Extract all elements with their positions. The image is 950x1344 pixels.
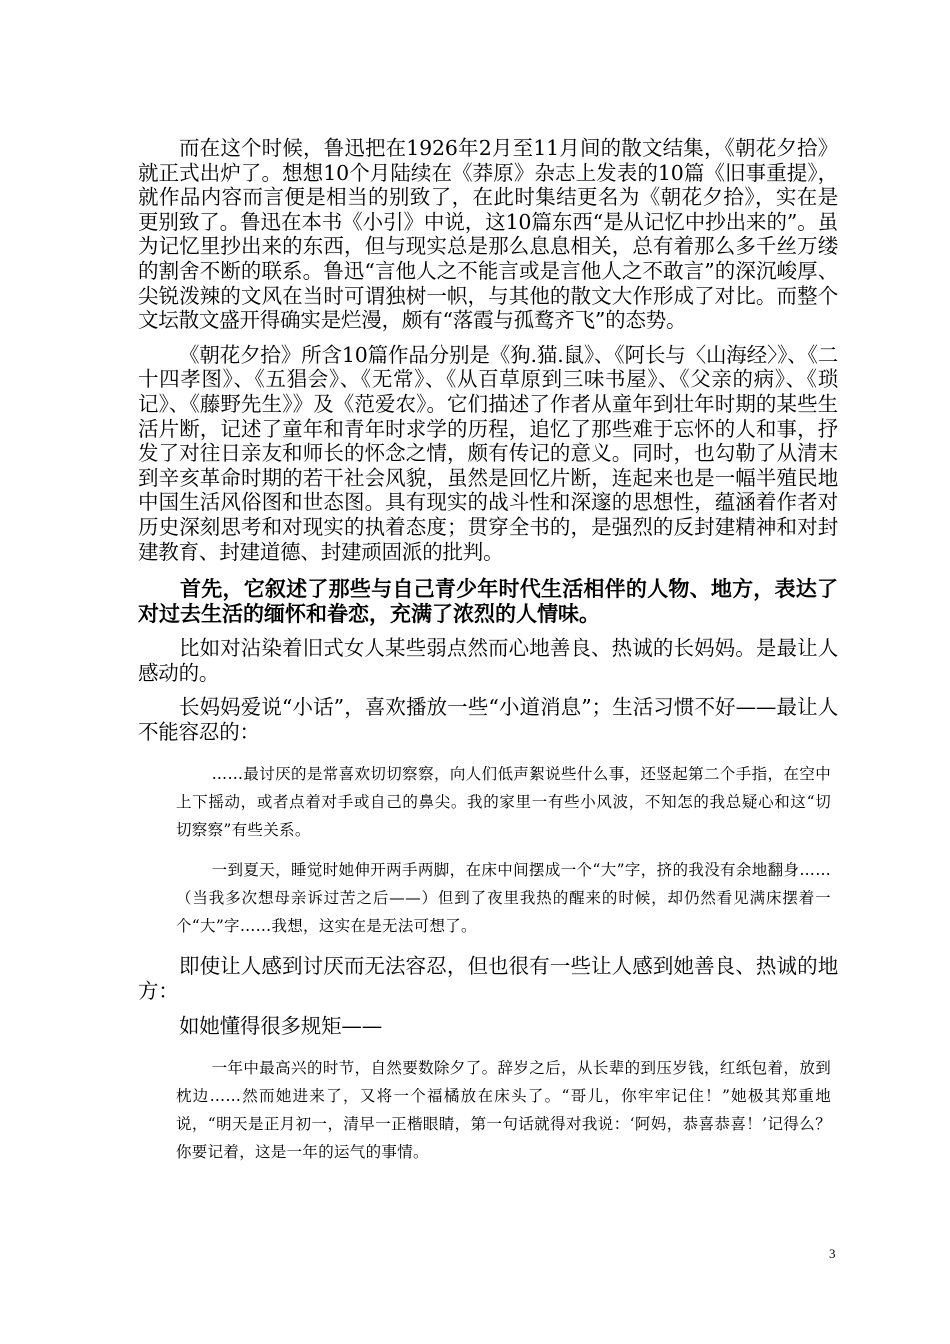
quote-gossip: ……最讨厌的是常喜欢切切察察，向人们低声絮说些什么事，还竖起第二个手指，在空中上下摇动，或者点着对手或自己的鼻尖。我的家里一有些小风波，不知怎的我总疑心和这“切切察察”有些关系。 (176, 765, 831, 840)
section-heading: 首先，它叙述了那些与自己青少年时代生活相伴的人物、地方，表达了对过去生活的缅怀和眷恋，充满了浓烈的人情味。 (138, 576, 838, 627)
paragraph-chang-mama-habits: 长妈妈爱说“小话”，喜欢播放一些“小道消息”；生活习惯不好——最让人不能容忍的： (138, 695, 838, 744)
paragraph-collection-intro: 而在这个时候，鲁迅把在1926年2月至11月间的散文结集，《朝花夕拾》就正式出炉了。想想10个月陆续在《莽原》杂志上发表的10篇《旧事重提》，就作品内容而言便是相当的别致了，在此时集结更名为《朝花夕拾》，实在是更别致了。鲁迅在本书《小引》中说，这10篇东西“是从记忆中抄出来的”。虽为记忆里抄出来的东西，但与现实总是那么息息相关，总有着那么多千丝万缕的割舍不断的联系。鲁迅“言他人之不能言或是言他人之不敢言”的深沉峻厚、尖锐泼辣的文风在当时可谓独树一帜，与其他的散文大作形成了对比。而整个文坛散文盛开得确实是烂漫，颇有“落霞与孤鹜齐飞”的态势。 (138, 136, 838, 333)
paragraph-rules: 如她懂得很多规矩—— (179, 1013, 382, 1038)
page-number: 3 (829, 1246, 836, 1261)
paragraph-kindness: 即使让人感到讨厌而无法容忍，但也很有一些让人感到她善良、热诚的地方： (138, 954, 838, 1004)
paragraph-works-list: 《朝花夕拾》所含10篇作品分别是《狗.猫.鼠》、《阿长与〈山海经〉》、《二十四孝图》、《五猖会》、《无常》、《从百草原到三味书屋》、《父亲的病》、《琐记》、《藤野先生》》及《范爱农》。它们描述了作者从童年到壮年时期的某些生活片断，记述了童年和青年时求学的历程，追忆了那些难于忘怀的人和事，抒发了对往日亲友和师长的怀念之情，颇有传记的意义。同时，也勾勒了从清末到辛亥革命时期的若干社会风貌，虽然是回忆片断，连起来也是一幅半殖民地中国生活风俗图和世态图。具有现实的战斗性和深邃的思想性，蕴涵着作者对历史深刻思考和对现实的执着态度；贯穿全书的，是强烈的反封建精神和对封建教育、封建道德、封建顽固派的批判。 (138, 342, 838, 564)
paragraph-chang-mama-intro: 比如对沾染着旧式女人某些弱点然而心地善良、热诚的长妈妈。是最让人感动的。 (138, 636, 838, 685)
document-body (138, 136, 838, 1166)
quote-new-year: 一年中最高兴的时节，自然要数除夕了。辞岁之后，从长辈的到压岁钱，红纸包着，放到枕边……然而她进来了，又将一个福橘放在床头了。“哥儿，你牢牢记住！”她极其郑重地说，“明天是正月初一，清早一正楷眼睛，第一句话就得对我说：‘阿妈，恭喜恭喜！’记得么？你要记着，这是一年的运气的事情。 (176, 1059, 831, 1162)
quote-summer-sleep: 一到夏天，睡觉时她伸开两手两脚，在床中间摆成一个“大”字，挤的我没有余地翻身……（当我多次想母亲诉过苦之后——）但到了夜里我热的醒来的时候，却仍然看见满床摆着一个“大”字……我想，这实在是无法可想了。 (176, 861, 831, 936)
